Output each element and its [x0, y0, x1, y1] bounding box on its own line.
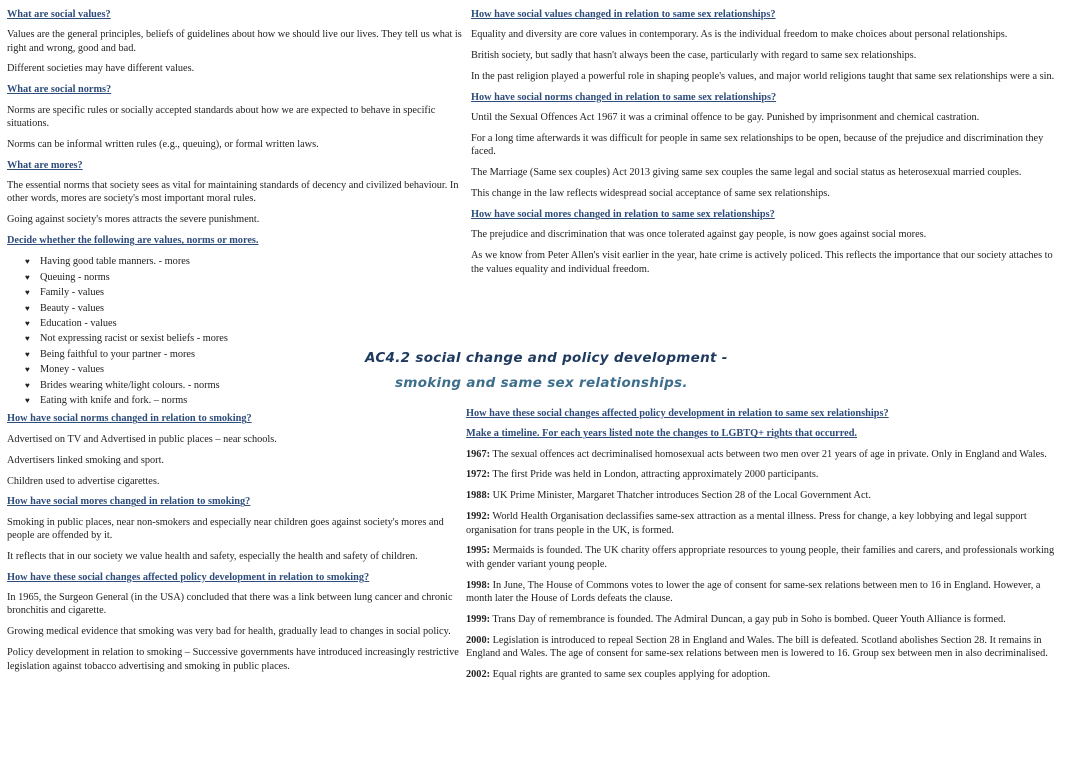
timeline-text: World Health Organisation declassifies same-sex attraction as a mental illness. Press for change, a key lobbying and legal support organisation for trans people in the UK, is formed. — [466, 511, 1027, 536]
handwritten-title-line1: AC4.2 social change and policy development - — [365, 350, 728, 366]
heading-norms-smoking: How have social norms changed in relation to smoking? — [7, 413, 252, 425]
heading-timeline-task: Make a timeline. For each years listed note the changes to LGBTQ+ rights that occurred. — [466, 428, 857, 440]
paragraph: Children used to advertise cigarettes. — [7, 475, 160, 487]
list-item: ♥ Being faithful to your partner - mores — [25, 347, 462, 362]
paragraph: Until the Sexual Offences Act 1967 it was a criminal offence to be gay. Punished by imprisonment and chemical castration. — [471, 112, 980, 124]
timeline-text: Mermaids is founded. The UK charity offers appropriate resources to young people, their families and carers, and professionals working with gender variant young people. — [466, 545, 1055, 570]
paragraph: Advertisers linked smoking and sport. — [7, 454, 165, 466]
heading-mores: What are mores? — [7, 159, 83, 171]
left-column — [7, 8, 462, 680]
heading-policy-smoking: How have these social changes affected policy development in relation to smoking? — [7, 571, 370, 583]
timeline-text: Equal rights are granted to same sex couples applying for adoption. — [490, 668, 771, 680]
paragraph: The prejudice and discrimination that was once tolerated against gay people, is now goes against social mores. — [471, 229, 927, 241]
paragraph: Growing medical evidence that smoking was very bad for health, gradually lead to changes in social policy. — [7, 626, 451, 638]
list-item: ♥ Not expressing racist or sexist beliefs - mores — [25, 331, 462, 346]
timeline-year: 1998: — [466, 579, 491, 591]
heading-policy-same-sex: How have these social changes affected policy development in relation to same sex relationships? — [466, 408, 889, 419]
list-item: ♥ Money - values — [25, 362, 462, 377]
paragraph: Smoking in public places, near non-smokers and especially near children goes against society's mores and people are offended by it. — [7, 516, 444, 542]
paragraph: Norms can be informal written rules (e.g., queuing), or formal written laws. — [7, 138, 319, 150]
list-item: ♥ Beauty - values — [25, 301, 462, 316]
paragraph: This change in the law reflects widespread social acceptance of same sex relationships. — [471, 188, 830, 200]
timeline-entry — [466, 613, 1061, 626]
list-item: ♥ Queuing - norms — [25, 270, 462, 285]
timeline-entry — [466, 448, 1061, 461]
timeline-entry — [466, 544, 1061, 571]
heading-mores-smoking: How have social mores changed in relation to smoking? — [7, 496, 251, 508]
timeline-entry — [466, 468, 1061, 481]
timeline-text: The sexual offences act decriminalised homosexual acts between two men over 21 years of age in private. Only in England and Wales. — [490, 448, 1047, 460]
heading-social-norms: What are social norms? — [7, 84, 112, 96]
right-top-column — [471, 8, 1061, 284]
paragraph: Equality and diversity are core values in contemporary. As is the individual freedom to make choices about personal relationships. — [471, 29, 1008, 41]
paragraph: For a long time afterwards it was difficult for people in same sex relationships to be open, because of the prejudice and discrimination they faced. — [471, 133, 1044, 158]
timeline-entry — [466, 579, 1061, 606]
timeline-year: 1995: — [466, 545, 491, 557]
timeline-text: UK Prime Minister, Margaret Thatcher introduces Section 28 of the Local Government Act. — [490, 490, 871, 502]
paragraph: As we know from Peter Allen's visit earlier in the year, hate crime is actively policed. This reflects the importance that our society attaches to the values equality and individual freedom. — [471, 250, 1053, 275]
paragraph: The Marriage (Same sex couples) Act 2013 giving same sex couples the same legal and social status as heterosexual married couples. — [471, 167, 1022, 179]
paragraph: Values are the general principles, beliefs of guidelines about how we should live our lives. They tell us what is right and wrong, good and bad. — [7, 29, 462, 54]
timeline-entry — [466, 489, 1061, 502]
right-bottom-column — [466, 407, 1061, 689]
paragraph: British society, but sadly that hasn't always been the case, particularly with regard to same sex relationships. — [471, 50, 917, 62]
paragraph: Policy development in relation to smoking – Successive governments have introduced increasingly restrictive legislation against tobacco advertising and smoking in public places. — [7, 647, 459, 672]
paragraph: The essential norms that society sees as vital for maintaining standards of decency and civilized behaviour. In other words, mores are society's most important moral rules. — [7, 180, 459, 205]
timeline-entry — [466, 634, 1061, 661]
list-item: ♥ Brides wearing white/light colours. - norms — [25, 378, 462, 393]
timeline-entry — [466, 510, 1061, 537]
heading-values-same-sex: How have social values changed in relation to same sex relationships? — [471, 9, 776, 20]
heading-norms-same-sex: How have social norms changed in relation to same sex relationships? — [471, 91, 777, 103]
timeline-text: In June, The House of Commons votes to lower the age of consent for same-sex relations between men to 16 in England. However, a month later the House of Lords defeats the clause. — [466, 579, 1041, 604]
timeline-year: 2000: — [466, 634, 491, 646]
paragraph: In 1965, the Surgeon General (in the USA) concluded that there was a link between lung cancer and chronic bronchitis and cigarette. — [7, 592, 453, 617]
timeline-entry — [466, 668, 1061, 681]
handwritten-title-line2: smoking and same sex relationships. — [395, 375, 688, 391]
timeline-year: 1999: — [466, 613, 491, 625]
timeline-text: The first Pride was held in London, attracting approximately 2000 participants. — [490, 469, 819, 481]
list-item: ♥ Education - values — [25, 316, 462, 331]
heading-social-values: What are social values? — [7, 9, 111, 20]
list-item: ♥ Family - values — [25, 285, 462, 300]
timeline-year: 1988: — [466, 490, 491, 502]
paragraph: Different societies may have different values. — [7, 63, 195, 75]
bullet-list — [7, 254, 462, 408]
paragraph: Advertised on TV and Advertised in public places – near schools. — [7, 433, 277, 445]
timeline-year: 2002: — [466, 668, 491, 680]
list-item: ♥ Eating with knife and fork. – norms — [25, 393, 462, 408]
paragraph: It reflects that in our society we value health and safety, especially the health and safety of children. — [7, 550, 418, 562]
paragraph: Going against society's mores attracts the severe punishment. — [7, 214, 260, 226]
paragraph: Norms are specific rules or socially accepted standards about how we are expected to behave in specific situations. — [7, 104, 436, 129]
timeline-text: Legislation is introduced to repeal Section 28 in England and Wales. The bill is defeated. Scotland abolishes Section 28. It remains in England and Wales. The age of consent for same-sex relations between men is lowered to 16. Group sex between men in also decriminalised. — [466, 634, 1048, 660]
heading-decide: Decide whether the following are values, norms or mores. — [7, 235, 259, 247]
timeline-text: Trans Day of remembrance is founded. The Admiral Duncan, a gay pub in Soho is bombed. Queer Youth Alliance is formed. — [490, 613, 1006, 625]
heading-mores-same-sex: How have social mores changed in relation to same sex relationships? — [471, 209, 775, 221]
timeline-year: 1967: — [466, 448, 491, 460]
paragraph: In the past religion played a powerful role in shaping people's values, and major world religions taught that same sex relationships were a sin. — [471, 71, 1055, 83]
timeline-year: 1972: — [466, 469, 491, 481]
list-item: ♥ Having good table manners. - mores — [25, 254, 462, 269]
timeline-year: 1992: — [466, 511, 491, 523]
